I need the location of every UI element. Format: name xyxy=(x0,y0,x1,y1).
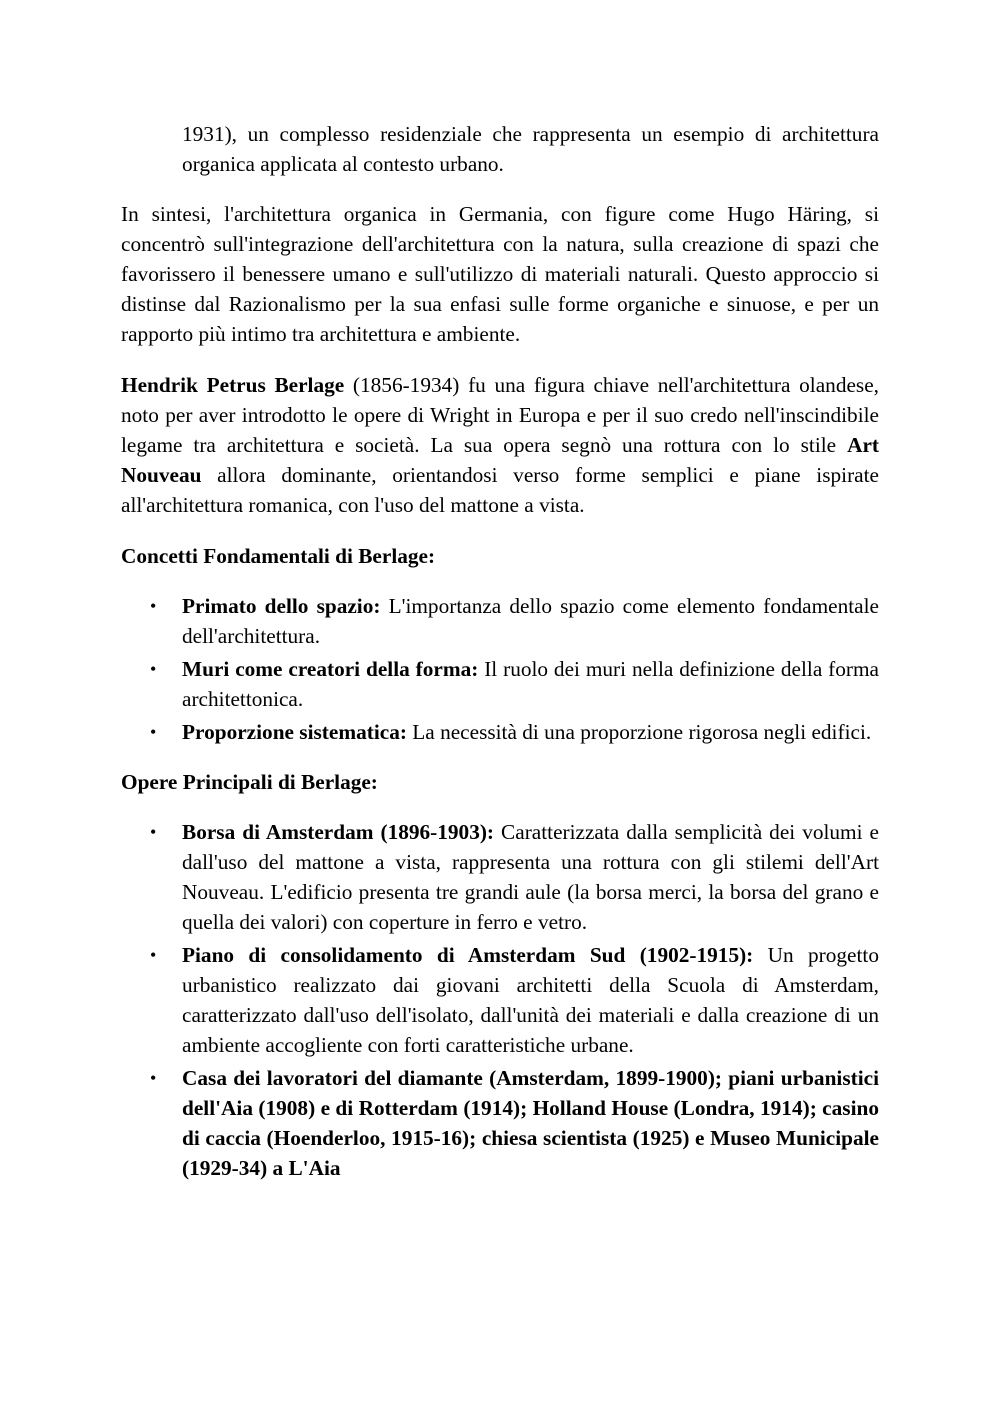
list-item xyxy=(121,817,879,937)
bullet-icon: • xyxy=(150,822,157,842)
list-item-text: L'importanza dello spazio come elemento fondamentale dell'architettura. xyxy=(182,594,879,648)
list-item-title: Borsa di Amsterdam (1896-1903): xyxy=(182,820,495,844)
list-item xyxy=(121,1063,879,1183)
concepts-heading: Concetti Fondamentali di Berlage: xyxy=(121,544,436,568)
continuation-paragraph: 1931), un complesso residenziale che rappresenta un esempio di architettura organica applicata al contesto urbano. xyxy=(182,122,879,176)
list-item xyxy=(121,940,879,1060)
document-page xyxy=(121,119,879,1203)
list-item-title: Muri come creatori della forma: xyxy=(182,657,479,681)
berlage-intro-text-1: (1856-1934) fu una figura chiave nell'architettura olandese, noto per aver introdotto le opere di Wright in Europa e per il suo credo nell'inscindibile legame tra architettura e società. La sua opera segnò una rottura con lo stile xyxy=(121,373,879,457)
list-item-title: Proporzione sistematica: xyxy=(182,720,407,744)
list-item-text: Caratterizzata dalla semplicità dei volumi e dall'uso del mattone a vista, rappresenta una rottura con gli stilemi dell'Art Nouveau. L'edificio presenta tre grandi aule (la borsa merci, la borsa del grano e quella dei valori) con coperture in ferro e vetro. xyxy=(182,820,879,934)
bullet-icon: • xyxy=(150,659,157,679)
list-item xyxy=(121,654,879,714)
berlage-intro-paragraph xyxy=(121,370,879,520)
summary-paragraph: In sintesi, l'architettura organica in Germania, con figure come Hugo Häring, si concentrò sull'integrazione dell'architettura con la natura, sulla creazione di spazi che favorissero il benessere umano e sull'utilizzo di materiali naturali. Questo approccio si distinse dal Razionalismo per la sua enfasi sulle forme organiche e sinuose, e per un rapporto più intimo tra architettura e ambiente. xyxy=(121,202,879,346)
list-item-title: Primato dello spazio: xyxy=(182,594,381,618)
list-item-title: Casa dei lavoratori del diamante (Amsterdam, 1899-1900); piani urbanistici dell'Aia (1908) e di Rotterdam (1914); Holland House (Londra, 1914); casino di caccia (Hoenderloo, 1915-16); chiesa scientista (1925) e Museo Municipale (1929-34) a L'Aia xyxy=(182,1066,879,1180)
bullet-icon: • xyxy=(150,722,157,742)
list-item xyxy=(121,591,879,651)
berlage-intro-text-2: allora dominante, orientandosi verso forme semplici e piane ispirate all'architettura romanica, con l'uso del mattone a vista. xyxy=(121,463,879,517)
list-item-text: Un progetto urbanistico realizzato dai giovani architetti della Scuola di Amsterdam, caratterizzato dall'uso dell'isolato, dall'unità dei materiali e dalla creazione di un ambiente accogliente con forti caratteristiche urbane. xyxy=(182,943,879,1057)
list-item-text: La necessità di una proporzione rigorosa negli edifici. xyxy=(406,720,872,744)
list-item-text: Il ruolo dei muri nella definizione della forma architettonica. xyxy=(182,657,880,711)
concepts-list xyxy=(121,591,879,747)
list-item-title: Piano di consolidamento di Amsterdam Sud (1902-1915): xyxy=(182,943,754,967)
list-item xyxy=(121,717,879,747)
bullet-icon: • xyxy=(150,596,157,616)
bullet-icon: • xyxy=(150,945,157,965)
berlage-name: Hendrik Petrus Berlage xyxy=(121,373,345,397)
works-list xyxy=(121,817,879,1183)
art-nouveau-term: Art Nouveau xyxy=(121,433,879,487)
works-heading: Opere Principali di Berlage: xyxy=(121,770,378,794)
bullet-icon: • xyxy=(150,1068,157,1088)
